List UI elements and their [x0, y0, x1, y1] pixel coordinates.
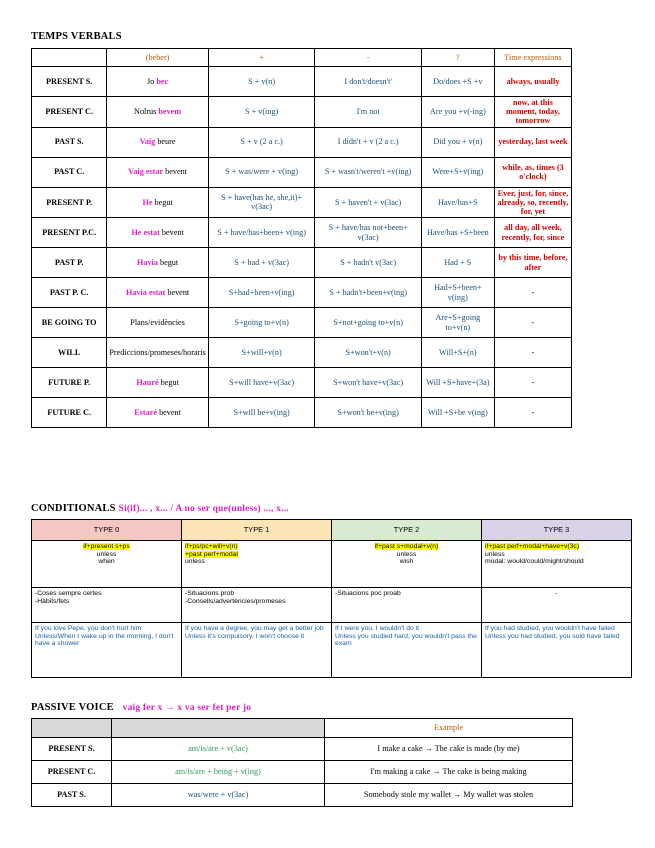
example-highlight: bec: [156, 76, 169, 86]
example-cell: [107, 278, 208, 308]
cond-example-line: If I were you, I wouldn't do it: [335, 625, 420, 632]
negative-form: I'm not: [315, 97, 421, 128]
passive-voice-table: [31, 718, 573, 807]
cond-connector: wish: [399, 558, 414, 566]
table-row: [32, 67, 572, 97]
example-cell: [107, 157, 208, 187]
table-row: [32, 97, 572, 128]
example-cell: [107, 127, 208, 157]
question-form: Had+S+been+ v(ing): [421, 278, 494, 308]
negative-form: S+not+going to+v(n): [315, 308, 421, 338]
time-expressions: -: [494, 398, 571, 428]
table-row: [32, 308, 572, 338]
time-expressions: yesterday, last week: [494, 127, 571, 157]
example-cell: [107, 368, 208, 398]
tense-name: PAST C.: [32, 157, 107, 187]
cond-usage-cell: [482, 588, 632, 623]
positive-form: S+will have+v(3ac): [208, 368, 315, 398]
pv-tense: PRESENT S.: [32, 738, 112, 761]
tense-name: PRESENT P.C.: [32, 218, 107, 248]
example-text: begut: [157, 258, 179, 268]
question-form: Are+S+going to+v(n): [421, 308, 494, 338]
cond-example-cell: [182, 623, 332, 678]
example-text: begut: [158, 378, 179, 388]
negative-form: I didn't + v (2 a c.): [315, 127, 421, 157]
cond-formula-2: [185, 551, 328, 559]
question-form: Are you +v(-ing): [421, 97, 494, 128]
cond-formula-highlight: if+ps/pc+will+v(n): [185, 543, 238, 550]
negative-form: S+won't have+v(3ac): [315, 368, 421, 398]
cond-example-cell: [482, 623, 632, 678]
cond-formula-highlight-2: +past perf+modal: [185, 550, 238, 558]
cond-example-line: Unless/When I wake up in the morning, I don't have a shower: [35, 632, 174, 648]
table-row: [32, 761, 573, 784]
question-form: Will +S+have+(3a): [421, 368, 494, 398]
cond-type-0: TYPE 0: [32, 520, 182, 541]
example-cell: [107, 218, 208, 248]
cond-example-line: If you have a degree, you may get a better job: [185, 625, 324, 632]
negative-form: S+won't be+v(ing): [315, 398, 421, 428]
example-cell: [107, 97, 208, 128]
cond-formula: [185, 543, 328, 551]
cond-type-3: TYPE 3: [482, 520, 632, 541]
table-row: [32, 157, 572, 187]
pv-example: I'm making a cake → The cake is being making: [325, 761, 573, 784]
tense-name: FUTURE C.: [32, 398, 107, 428]
question-form: Do/does +S +v: [421, 67, 494, 97]
example-cell: [107, 187, 208, 218]
temps-verbals-title: TEMPS VERBALS: [31, 31, 122, 42]
positive-form: S + v (2 a c.): [208, 127, 315, 157]
tense-name: FUTURE P.: [32, 368, 107, 398]
example-text: Plans/evidències: [130, 318, 185, 328]
cond-type-2: TYPE 2: [332, 520, 482, 541]
table-row: [32, 248, 572, 278]
cond-usage-cell: [182, 588, 332, 623]
tense-name: PRESENT P.: [32, 187, 107, 218]
positive-form: S + v(ing): [208, 97, 315, 128]
time-expressions: Ever, just, for, since, already, so, recently, for, yet: [494, 187, 571, 218]
positive-form: S+will be+v(ing): [208, 398, 315, 428]
header-negative: -: [315, 49, 421, 67]
positive-form: S + v(n): [208, 67, 315, 97]
example-text: bevent: [165, 288, 190, 298]
cond-example-line: If you had studied, you wouldn't have failed: [485, 625, 615, 632]
cond-formula: [335, 543, 478, 551]
question-form: Had + S: [421, 248, 494, 278]
pv-header-empty-2: [112, 719, 325, 738]
cond-formula-highlight: if+past perf+modal+have+v(3c): [485, 543, 580, 550]
example-cell: [107, 67, 208, 97]
question-form: Will+S+(n): [421, 338, 494, 368]
cond-structure-row: [32, 541, 632, 588]
conditionals-table: [31, 519, 632, 678]
header-time-expressions: Time expressions: [494, 49, 571, 67]
negative-form: S + wasn't/weren't +v(ing): [315, 157, 421, 187]
question-form: Did you + v(n): [421, 127, 494, 157]
example-highlight: Vaig estar: [128, 167, 164, 177]
example-cell: [107, 398, 208, 428]
tense-name: PRESENT C.: [32, 97, 107, 128]
pv-header-row: [32, 719, 573, 738]
tense-name: PAST S.: [32, 127, 107, 157]
positive-form: S+had+been+v(ing): [208, 278, 315, 308]
conditionals-subtitle: Si(if)... , x... / A no ser que(unless) ..., x...: [118, 504, 289, 514]
table-row: [32, 278, 572, 308]
table-header-row: [32, 49, 572, 67]
pv-tense: PAST S.: [32, 784, 112, 807]
cond-formula-highlight: if+past s+modal+v(n): [374, 543, 439, 550]
time-expressions: by this time, before, after: [494, 248, 571, 278]
cond-connector: unless: [485, 550, 505, 558]
example-highlight: Havia estat: [125, 288, 166, 298]
example-cell: [107, 338, 208, 368]
positive-form: S+will+v(n): [208, 338, 315, 368]
cond-formula: [35, 543, 178, 551]
cond-structure-cell: [182, 541, 332, 588]
table-row: [32, 338, 572, 368]
question-form: Were+S+v(ing): [421, 157, 494, 187]
cond-examples-row: [32, 623, 632, 678]
pv-header-example: Example: [325, 719, 573, 738]
cond-connector: modal: would/could/might/should: [485, 558, 584, 566]
cond-example-cell: [32, 623, 182, 678]
time-expressions: -: [494, 278, 571, 308]
pv-form: was/were + v(3ac): [112, 784, 325, 807]
temps-verbals-table: [31, 48, 572, 428]
cond-example-line: Unless you studied hard, you wouldn't pass the exam: [335, 632, 477, 648]
cond-usage-line: -Situacions poc proab: [335, 590, 401, 597]
example-highlight: bevem: [158, 107, 182, 117]
table-row: [32, 127, 572, 157]
cond-connector: when: [98, 558, 115, 566]
table-row: [32, 738, 573, 761]
example-text: bevent: [159, 228, 184, 238]
conditionals-title: [31, 503, 289, 514]
negative-form: S + haven't + v(3ac): [315, 187, 421, 218]
example-cell: [107, 248, 208, 278]
header-example: (beber): [107, 49, 208, 67]
table-row: [32, 218, 572, 248]
cond-usage-line: -Consells/advertències/promeses: [185, 597, 286, 605]
example-text: Nolrus: [134, 107, 159, 117]
cond-usage-line: -Situacions prob: [185, 590, 235, 597]
example-highlight: Havia: [136, 258, 158, 268]
conditionals-heading: CONDITIONALS: [31, 503, 116, 514]
example-text: begut: [152, 197, 173, 207]
time-expressions: now, at this moment, today, tomorrow: [494, 97, 571, 128]
question-form: Have/has+S: [421, 187, 494, 218]
pv-tense: PRESENT C.: [32, 761, 112, 784]
table-row: [32, 398, 572, 428]
positive-form: S + have(has he, she,it)+ v(3ac): [208, 187, 315, 218]
cond-header-row: [32, 520, 632, 541]
cond-usage-line: -Coses sempre certes: [35, 590, 102, 597]
example-text: bevent: [163, 167, 187, 177]
negative-form: I don't/doesn't': [315, 67, 421, 97]
pv-header-empty-1: [32, 719, 112, 738]
tense-name: PRESENT S.: [32, 67, 107, 97]
positive-form: S+going to+v(n): [208, 308, 315, 338]
cond-usage-cell: [332, 588, 482, 623]
example-highlight: He estat: [131, 228, 160, 238]
tense-name: WILL: [32, 338, 107, 368]
cond-usage-line: -Hàbits/fets: [35, 597, 70, 605]
cond-example-cell: [332, 623, 482, 678]
time-expressions: all day, all week, recently, for, since: [494, 218, 571, 248]
cond-usage-row: [32, 588, 632, 623]
cond-usage-cell: [32, 588, 182, 623]
positive-form: S + had + v(3ac): [208, 248, 315, 278]
time-expressions: while, as, times (3 o'clock): [494, 157, 571, 187]
cond-connector: unless: [185, 558, 205, 566]
tense-name: PAST P. C.: [32, 278, 107, 308]
header-positive: +: [208, 49, 315, 67]
cond-example-line: Unless you had studied, you sold have failed: [485, 632, 620, 640]
tense-name: BE GOING TO: [32, 308, 107, 338]
example-highlight: He: [142, 197, 153, 207]
negative-form: S+won't+v(n): [315, 338, 421, 368]
cond-example-line: If you love Pepe, you don't hurt him: [35, 625, 142, 632]
cond-usage-line: -: [555, 590, 558, 597]
example-text: bevent: [157, 408, 181, 418]
cond-formula-highlight: if+present s+ps: [83, 543, 130, 550]
example-text: beure: [155, 137, 176, 147]
example-cell: [107, 308, 208, 338]
pv-form: am/is/are + being + v(ing): [112, 761, 325, 784]
pv-form: am/is/are + v(3ac): [112, 738, 325, 761]
table-row: [32, 368, 572, 398]
question-form: Will +S+be v(ing): [421, 398, 494, 428]
cond-example-line: Unless it's compulsory, I won't choose it: [185, 632, 305, 640]
pv-example: I make a cake → The cake is made (by me): [325, 738, 573, 761]
table-row: [32, 784, 573, 807]
example-text: Prediccions/promeses/horaris: [109, 348, 206, 358]
time-expressions: always, usually: [494, 67, 571, 97]
question-form: Have/has +S+been: [421, 218, 494, 248]
cond-type-1: TYPE 1: [182, 520, 332, 541]
time-expressions: -: [494, 308, 571, 338]
passive-voice-heading: PASSIVE VOICE: [31, 702, 114, 713]
tense-name: PAST P.: [32, 248, 107, 278]
table-row: [32, 187, 572, 218]
example-highlight: Estaré: [134, 408, 158, 418]
header-question: ?: [421, 49, 494, 67]
negative-form: S + hadn't v(3ac): [315, 248, 421, 278]
time-expressions: -: [494, 338, 571, 368]
cond-structure-cell: [482, 541, 632, 588]
passive-voice-subtitle: vaig fer x → x va ser fet per jo: [122, 703, 252, 713]
passive-voice-title: [31, 702, 251, 713]
positive-form: S + have/has+been+ v(ing): [208, 218, 315, 248]
example-highlight: Hauré: [136, 378, 159, 388]
pv-example: Somebody stole my wallet → My wallet was stolen: [325, 784, 573, 807]
cond-connector: unless: [96, 550, 117, 558]
cond-connector: unless: [396, 550, 417, 558]
positive-form: S + was/were + v(ing): [208, 157, 315, 187]
cond-formula: [485, 543, 628, 551]
example-highlight: Vaig: [139, 137, 156, 147]
negative-form: S + have/has not+been+ v(3ac): [315, 218, 421, 248]
header-empty: [32, 49, 107, 67]
example-text: Jo: [147, 76, 157, 86]
cond-structure-cell: [332, 541, 482, 588]
negative-form: S + hadn't+been+v(ing): [315, 278, 421, 308]
cond-structure-cell: [32, 541, 182, 588]
time-expressions: -: [494, 368, 571, 398]
